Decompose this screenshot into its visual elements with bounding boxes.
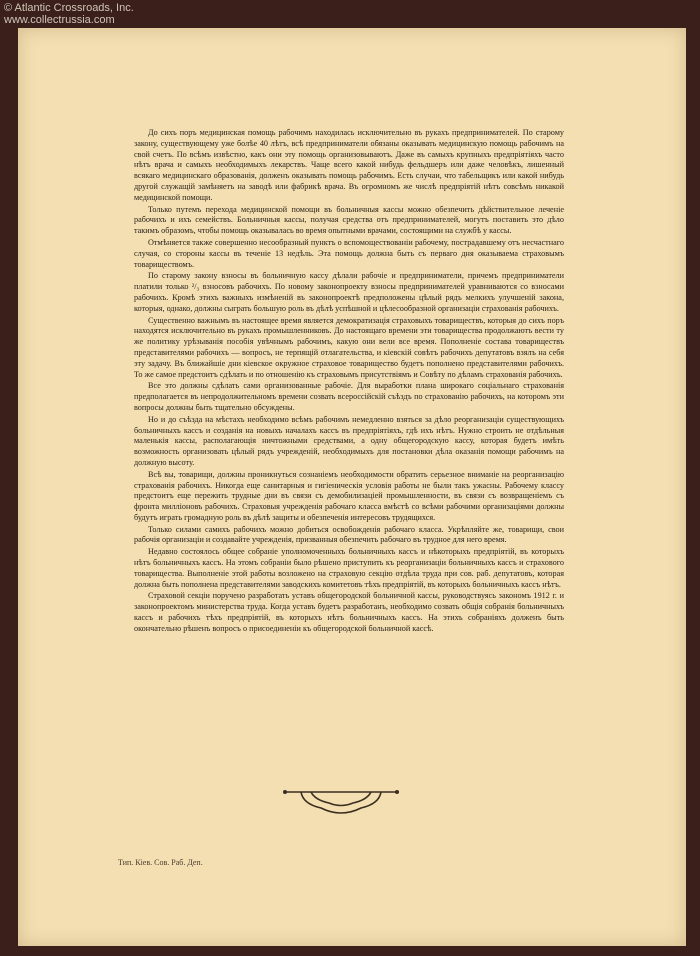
paragraph: Существенно важнымъ въ настоящее время является демократизація страховыхъ товариществъ, которыя до сихъ поръ находятся исключительно въ рукахъ промышленниковъ. До настоящаго времени эти товарищества продолжаютъ вести ту же политику урѣзыванія пособія увѣчнымъ рабочимъ, какую они вели все время. Пополненіе состава товариществъ представителями рабочихъ — вопросъ, не терпящій отлагательства, и кіевскій совѣтъ рабочихъ депутатовъ взялъ на себя эту задачу. Въ ближайшіе дни кіевское окружное страховое товарищество будетъ пополнено представителями рабочихъ. То же самое предстоитъ сдѣлать и по отношенію къ страховымъ присутствіямъ и Совѣту по дѣламъ страхованія рабочихъ. (134, 315, 564, 379)
paragraph: Недавно состоялось общее собраніе уполномоченныхъ больничныхъ кассъ и нѣкоторыхъ предпріятій, въ которыхъ нѣтъ больничныхъ кассъ. На этомъ собраніи было рѣшено приступить къ реорганизаціи больничныхъ кассъ и страхового товарищества. Выполненіе этой работы возложено на страховую секцію отдѣла труда при сов. раб. депутатовъ, которая должна быть пополнена представителями заводскихъ комитетовъ тѣхъ предпріятій, въ которыхъ больничныхъ кассъ нѣтъ. (134, 547, 564, 589)
printer-imprint: Тип. Кiев. Сов. Раб. Деп. (118, 858, 203, 867)
watermark-line-2: www.collectrussia.com (4, 14, 115, 26)
paragraph: Всѣ вы, товарищи, должны проникнуться сознаніемъ необходимости обратить серьезное вниманіе на реорганизацію страхованія рабочихъ. Никогда еще санитарныя и гигіеническія условія работы не были такъ ужасны. Рабочему классу предстоитъ еще пережить трудные дни въ связи съ демобилизаціей промышленности, въ связи съ возвращеніемъ съ фронта милліоновъ рабочихъ. Страховыя учрежденія рабочаго класса вмѣстѣ со всѣми рабочими организаціями должны будутъ играть громадную роль въ дѣлѣ защиты и обезпеченія интересовъ трудящихся. (134, 469, 564, 522)
paragraph: Но и до съѣзда на мѣстахъ необходимо всѣмъ рабочимъ немедленно взяться за дѣло реорганизаціи существующихъ больничныхъ кассъ и созданія на новыхъ началахъ кассъ въ предпріятіяхъ, гдѣ ихъ нѣтъ. Нужно строить не отдѣльныя маленькія кассы, располагающія ничтожными средствами, а одну общегородскую кассу, которая будетъ имѣть возможность организовать цѣлый рядъ учрежденій, необходимыхъ для постановки дѣла оказанія помощи рабочимъ на должную высоту. (134, 414, 564, 467)
watermark-line-1: © Atlantic Crossroads, Inc. (4, 2, 134, 14)
paragraph: До сихъ поръ медицинская помощь рабочимъ находилась исключительно въ рукахъ предпринимателей. По старому закону, существующему уже болѣе 40 лѣтъ, всѣ предприниматели обязаны оказывать медицинскую помощь рабочимъ на свой счетъ. По всѣмъ извѣстно, какъ они эту помощь организовываютъ. Даже въ самыхъ крупныхъ предпріятіяхъ часто нѣтъ врача и самыхъ необходимыхъ лекарствъ. Чаще всего какой нибудь фельдшеръ или даже человѣкъ, лишенный всякаго медицинскаго образованія, долженъ оказывать помощь рабочимъ. Есть случаи, что табельщикъ или какой нибудь другой служащій замѣняетъ на заводѣ или фабрикѣ врача. Въ огромномъ же числѣ предпріятій нѣтъ совсѣмъ никакой медицинской помощи. (134, 128, 564, 202)
document-sheet (18, 28, 686, 946)
ornament-divider (281, 786, 401, 822)
paragraph: Все это должны сдѣлать сами организованные рабочіе. Для выработки плана широкаго соціальнаго страхованія предполагается въ непродолжительномъ времени созвать всероссійскій съѣздъ по страхованію рабочихъ, на которомъ эти вопросы должны быть тщательно обсуждены. (134, 381, 564, 412)
document-body (134, 128, 564, 636)
paragraph: По старому закону взносы въ больничную кассу дѣлали рабочіе и предприниматели, причемъ предприниматели платили только ²/₃ взносовъ рабочихъ. По новому законопроекту взносы предпринимателей уравниваются со взносами рабочихъ. Кромѣ этихъ важныхъ измѣненій въ законопроектѣ предположены цѣлый рядъ мелкихъ улучшеній закона, которыя, однако, должны сыграть большую роль въ дѣлѣ успѣшной и цѣлесообразной организаціи страхованія рабочихъ. (134, 271, 564, 313)
paragraph: Только путемъ перехода медицинской помощи въ больничныя кассы можно обезпечить дѣйствительное леченіе рабочихъ и ихъ семействъ. Больничныя кассы, получая средства отъ предпринимателей, могутъ поставить это дѣло такимъ образомъ, чтобы помощь оказывалась во время опытными врачами, состоящими на службѣ у кассы. (134, 204, 564, 236)
paragraph: Страховой секціи поручено разработать уставъ общегородской больничной кассы, руководствуясь закономъ 1912 г. и законопроектомъ министерства труда. Когда уставъ будетъ разработанъ, необходимо созвать общія собранія больничныхъ кассъ и рабочихъ тѣхъ предпріятій, въ которыхъ нѣтъ больничныхъ кассъ. На этихъ собраніяхъ долженъ быть окончательно рѣшенъ вопросъ о присоединеніи къ общегородской больничной кассѣ. (134, 591, 564, 633)
paragraph: Только силами самихъ рабочихъ можно добиться освобожденія рабочаго класса. Укрѣпляйте же, товарищи, свои рабочія организаціи и создавайте учрежденія, призванныя обезпечить рабочаго въ трудное для него время. (134, 524, 564, 545)
watermark (4, 2, 134, 26)
paragraph: Отмѣняется также совершенно несообразный пунктъ о вспомоществованіи рабочему, пострадавшему отъ несчастнаго случая, со стороны кассы въ теченіе 13 недѣль. Эта помощь должна быть съ перваго дня оказываема страховымъ товариществомъ. (134, 237, 564, 269)
